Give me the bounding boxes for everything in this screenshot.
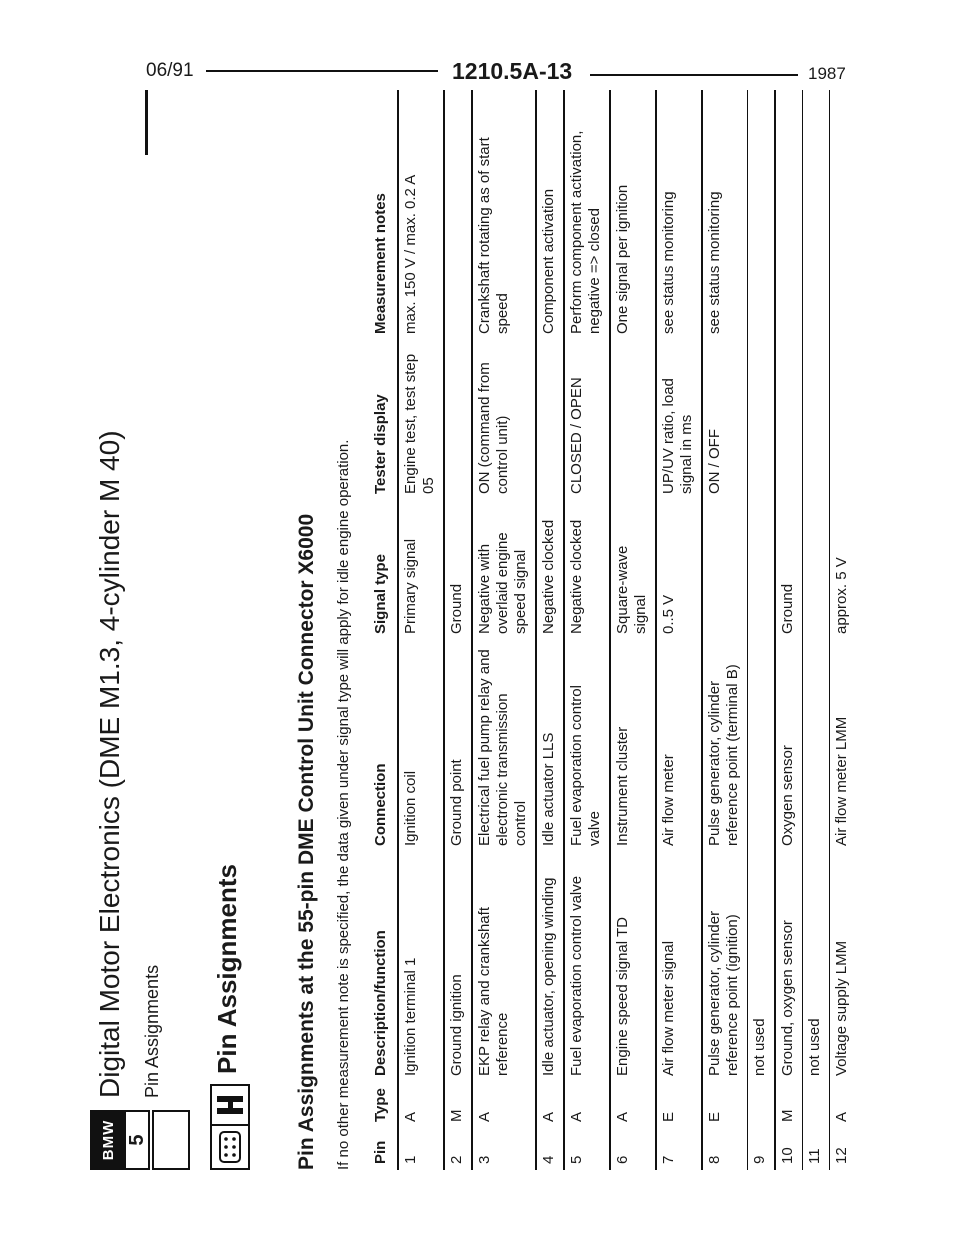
tester-cell <box>536 340 564 500</box>
header-year: 1987 <box>808 64 846 83</box>
header-date: 06/91 <box>146 60 194 81</box>
table-row <box>536 90 564 1170</box>
pin-cell: 4 <box>536 1128 564 1170</box>
table-row <box>610 90 656 1170</box>
pin-cell: 2 <box>444 1128 472 1170</box>
pin-cell: 8 <box>702 1128 748 1170</box>
connection-cell: Air flow meter LMM <box>830 640 857 852</box>
signal-cell: Square-wave signal <box>610 500 656 640</box>
table-row <box>775 90 803 1170</box>
description-cell: Air flow meter signal <box>656 852 702 1082</box>
type-cell: M <box>444 1082 472 1128</box>
tester-cell: ON / OFF <box>702 340 748 500</box>
pin-cell: 5 <box>564 1128 610 1170</box>
description-cell: Engine speed signal TD <box>610 852 656 1082</box>
connection-cell <box>748 640 776 852</box>
table-title: Pin Assignments at the 55-pin DME Control Unit Connector X6000 <box>295 513 318 1170</box>
type-cell <box>748 1082 776 1128</box>
connector-pin-icon <box>210 1084 250 1170</box>
table-row <box>398 90 444 1170</box>
connection-cell: Idle actuator LLS <box>536 640 564 852</box>
notes-cell: Crankshaft rotating as of start speed <box>472 90 536 340</box>
connection-cell: Instrument cluster <box>610 640 656 852</box>
type-cell: A <box>610 1082 656 1128</box>
tester-cell <box>803 340 830 500</box>
connector-plug-icon <box>212 1124 248 1168</box>
pin-cell: 3 <box>472 1128 536 1170</box>
type-cell: A <box>564 1082 610 1128</box>
type-cell: M <box>775 1082 803 1128</box>
type-cell: A <box>472 1082 536 1128</box>
notes-cell: see status monitoring <box>656 90 702 340</box>
document-title: Digital Motor Electronics (DME M1.3, 4-cylinder M 40) <box>94 430 125 1098</box>
tester-cell: ON (command from control unit) <box>472 340 536 500</box>
connector-terminal-icon <box>212 1084 248 1124</box>
table-row <box>803 90 830 1170</box>
table-row <box>748 90 776 1170</box>
signal-cell: 0..5 V <box>656 500 702 640</box>
blank-logo-box <box>152 1110 190 1170</box>
description-cell: Ground ignition <box>444 852 472 1082</box>
col-header-pin: Pin <box>372 1140 389 1164</box>
header-document-code: 1210.5A-13 <box>452 58 573 84</box>
tester-cell <box>775 340 803 500</box>
signal-cell: Primary signal <box>398 500 444 640</box>
description-cell: Pulse generator, cylinder reference point (ignition) <box>702 852 748 1082</box>
pin-cell: 7 <box>656 1128 702 1170</box>
type-cell <box>803 1082 830 1128</box>
tester-cell <box>610 340 656 500</box>
tester-cell <box>830 340 857 500</box>
notes-cell <box>775 90 803 340</box>
table-header-row <box>368 90 398 1170</box>
notes-cell <box>803 90 830 340</box>
type-cell: E <box>656 1082 702 1128</box>
logo-series: 5 <box>126 1134 148 1146</box>
type-cell: A <box>398 1082 444 1128</box>
connection-cell: Oxygen sensor <box>775 640 803 852</box>
connection-cell: Pulse generator, cylinder reference point (terminal B) <box>702 640 748 852</box>
table-row <box>444 90 472 1170</box>
rotated-page-content <box>90 80 860 1170</box>
description-cell: EKP relay and crankshaft reference <box>472 852 536 1082</box>
signal-cell <box>702 500 748 640</box>
tester-cell <box>444 340 472 500</box>
signal-cell: Negative clocked <box>536 500 564 640</box>
signal-cell: Ground <box>444 500 472 640</box>
col-header-connection: Connection <box>372 763 389 846</box>
col-header-description: Description/function <box>372 930 389 1076</box>
col-header-signal-type: Signal type <box>372 553 389 634</box>
tester-cell: UP/UV ratio, load signal in ms <box>656 340 702 500</box>
col-header-tester-display: Tester display <box>372 394 389 494</box>
signal-cell: Negative clocked <box>564 500 610 640</box>
signal-cell: Ground <box>775 500 803 640</box>
col-header-type: Type <box>372 1088 389 1122</box>
table-row <box>656 90 702 1170</box>
type-cell: A <box>536 1082 564 1128</box>
pin-cell: 11 <box>803 1128 830 1170</box>
intro-note: If no other measurement note is specified, the data given under signal type will apply for idle engine operation. <box>335 439 352 1170</box>
col-header-measurement-notes: Measurement notes <box>372 193 389 334</box>
type-cell: A <box>830 1082 857 1128</box>
table-row <box>830 90 857 1170</box>
pin-cell: 6 <box>610 1128 656 1170</box>
notes-cell: max. 150 V / max. 0.2 A <box>398 90 444 340</box>
connection-cell: Fuel evaporation control valve <box>564 640 610 852</box>
description-cell: Idle actuator, opening winding <box>536 852 564 1082</box>
pin-assignment-table <box>368 90 856 1170</box>
table-row <box>472 90 536 1170</box>
logo-brand: BMW <box>92 1112 126 1168</box>
tester-cell: Engine test, test step 05 <box>398 340 444 500</box>
description-cell: Ignition terminal 1 <box>398 852 444 1082</box>
bmw-series-logo <box>90 1110 150 1170</box>
signal-cell <box>748 500 776 640</box>
notes-cell <box>444 90 472 340</box>
description-cell: not used <box>748 852 776 1082</box>
pin-cell: 9 <box>748 1128 776 1170</box>
signal-cell: approx. 5 V <box>830 500 857 640</box>
table-row <box>564 90 610 1170</box>
header-rule-right <box>590 74 798 76</box>
document-subtitle: Pin Assignments <box>142 964 162 1098</box>
notes-cell: Perform component activation, negative => closed <box>564 90 610 340</box>
notes-cell <box>830 90 857 340</box>
notes-cell: Component activation <box>536 90 564 340</box>
pin-cell: 12 <box>830 1128 857 1170</box>
section-heading: Pin Assignments <box>212 864 242 1074</box>
notes-cell: see status monitoring <box>702 90 748 340</box>
connection-cell: Ignition coil <box>398 640 444 852</box>
signal-cell: Negative with overlaid engine speed signal <box>472 500 536 640</box>
tester-cell: CLOSED / OPEN <box>564 340 610 500</box>
type-cell: E <box>702 1082 748 1128</box>
description-cell: Fuel evaporation control valve <box>564 852 610 1082</box>
connection-cell <box>803 640 830 852</box>
connection-cell: Ground point <box>444 640 472 852</box>
notes-cell <box>748 90 776 340</box>
description-cell: Ground, oxygen sensor <box>775 852 803 1082</box>
table-row <box>702 90 748 1170</box>
notes-cell: One signal per ignition <box>610 90 656 340</box>
connection-cell: Air flow meter <box>656 640 702 852</box>
tester-cell <box>748 340 776 500</box>
header-rule-left <box>206 70 438 72</box>
description-cell: Voltage supply LMM <box>830 852 857 1082</box>
pin-cell: 1 <box>398 1128 444 1170</box>
pin-cell: 10 <box>775 1128 803 1170</box>
description-cell: not used <box>803 852 830 1082</box>
signal-cell <box>803 500 830 640</box>
connection-cell: Electrical fuel pump relay and electronic transmission control <box>472 640 536 852</box>
